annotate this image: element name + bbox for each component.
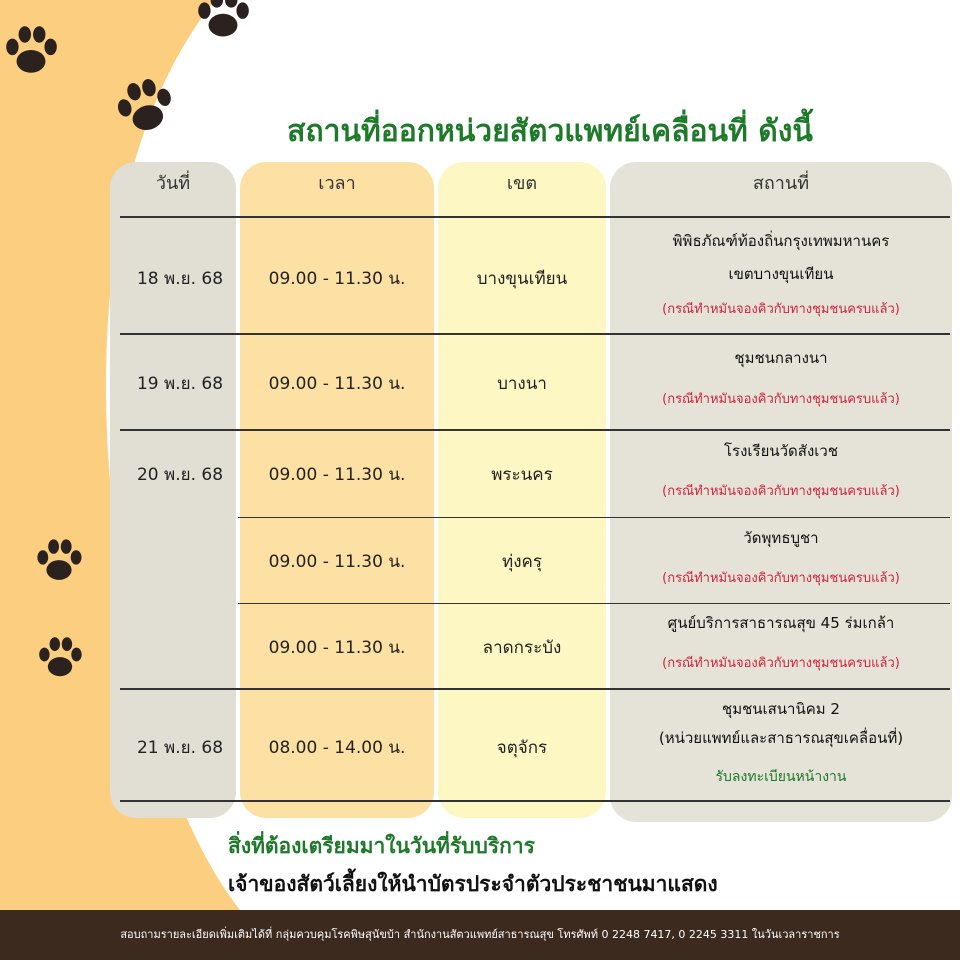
table-row-zone: จตุจักร (496, 738, 548, 758)
table-row-date: 18 พ.ย. 68 (136, 269, 224, 289)
header-time: เวลา (318, 173, 356, 194)
table-row-time: 08.00 - 14.00 น. (268, 738, 406, 758)
table-row-time: 09.00 - 11.30 น. (268, 269, 406, 289)
table-row-zone: ทุ่งครุ (501, 552, 542, 572)
table-row-zone: ลาดกระบัง (482, 638, 562, 658)
table-row-place: วัดพุทธบูชา (743, 529, 819, 547)
paw-print-icon (32, 534, 86, 588)
paw-print-icon (112, 74, 178, 140)
row-divider (120, 429, 950, 431)
zone-column (438, 162, 606, 818)
table-row-place: ชุมชนเสนานิคม 2 (722, 700, 840, 718)
table-row-time: 09.00 - 11.30 น. (268, 552, 406, 572)
table-row-place: ศูนย์บริการสาธารณสุข 45 ร่มเกล้า (667, 614, 895, 632)
row-divider (238, 603, 950, 604)
table-row-zone: พระนคร (491, 465, 553, 485)
table-row-place-sub: (หน่วยแพทย์และสาธารณสุขเคลื่อนที่) (658, 729, 904, 747)
date-column (110, 162, 236, 818)
table-row-date: 20 พ.ย. 68 (136, 465, 224, 485)
row-divider (120, 688, 950, 690)
page-title: สถานที่ออกหน่วยสัตวแพทย์เคลื่อนที่ ดังนี้ (287, 114, 813, 149)
table-row-place-sub: เขตบางขุนเทียน (728, 265, 834, 283)
table-row-date: 19 พ.ย. 68 (136, 374, 224, 394)
row-divider (120, 333, 950, 335)
table-row-note: (กรณีทำหมันจองคิวกับทางชุมชนครบแล้ว) (662, 302, 900, 317)
table-row-time: 09.00 - 11.30 น. (268, 638, 406, 658)
table-row-time: 09.00 - 11.30 น. (268, 465, 406, 485)
header-zone: เขต (506, 173, 538, 194)
table-row-place: พิพิธภัณฑ์ท้องถิ่นกรุงเทพมหานคร (672, 232, 890, 250)
table-row-note: (กรณีทำหมันจองคิวกับทางชุมชนครบแล้ว) (662, 571, 900, 586)
paw-print-icon (192, 0, 254, 42)
table-row-place: โรงเรียนวัดสังเวช (723, 442, 839, 460)
row-divider (238, 517, 950, 518)
prepare-heading: สิ่งที่ต้องเตรียมมาในวันที่รับบริการ (228, 834, 535, 858)
header-place: สถานที่ (752, 173, 810, 194)
row-divider (120, 216, 950, 218)
header-date: วันที่ (155, 173, 191, 194)
time-column (240, 162, 434, 818)
paw-print-icon (0, 20, 62, 82)
row-divider (120, 800, 950, 802)
table-row-note: (กรณีทำหมันจองคิวกับทางชุมชนครบแล้ว) (662, 392, 900, 407)
table-row-note: (กรณีทำหมันจองคิวกับทางชุมชนครบแล้ว) (662, 656, 900, 671)
paw-print-icon (34, 632, 86, 684)
table-row-date: 21 พ.ย. 68 (136, 738, 224, 758)
table-row-note: (กรณีทำหมันจองคิวกับทางชุมชนครบแล้ว) (662, 484, 900, 499)
table-row-place: ชุมชนกลางนา (734, 349, 828, 367)
prepare-detail: เจ้าของสัตว์เลี้ยงให้นำบัตรประจำตัวประชาชนมาแสดง (228, 872, 718, 896)
table-row-register-note: รับลงทะเบียนหน้างาน (715, 769, 847, 785)
footer-contact: สอบถามรายละเอียดเพิ่มเติมได้ที่ กลุ่มควบคุมโรคพิษสุนัขบ้า สำนักงานสัตวแพทย์สาธารณสุข โทรศัพท์ 0 2248 7417, 0 2245 3311 ในวันเวลาราชการ (0, 910, 960, 960)
table-row-zone: บางขุนเทียน (476, 269, 568, 289)
table-row-time: 09.00 - 11.30 น. (268, 374, 406, 394)
table-row-zone: บางนา (497, 374, 547, 394)
